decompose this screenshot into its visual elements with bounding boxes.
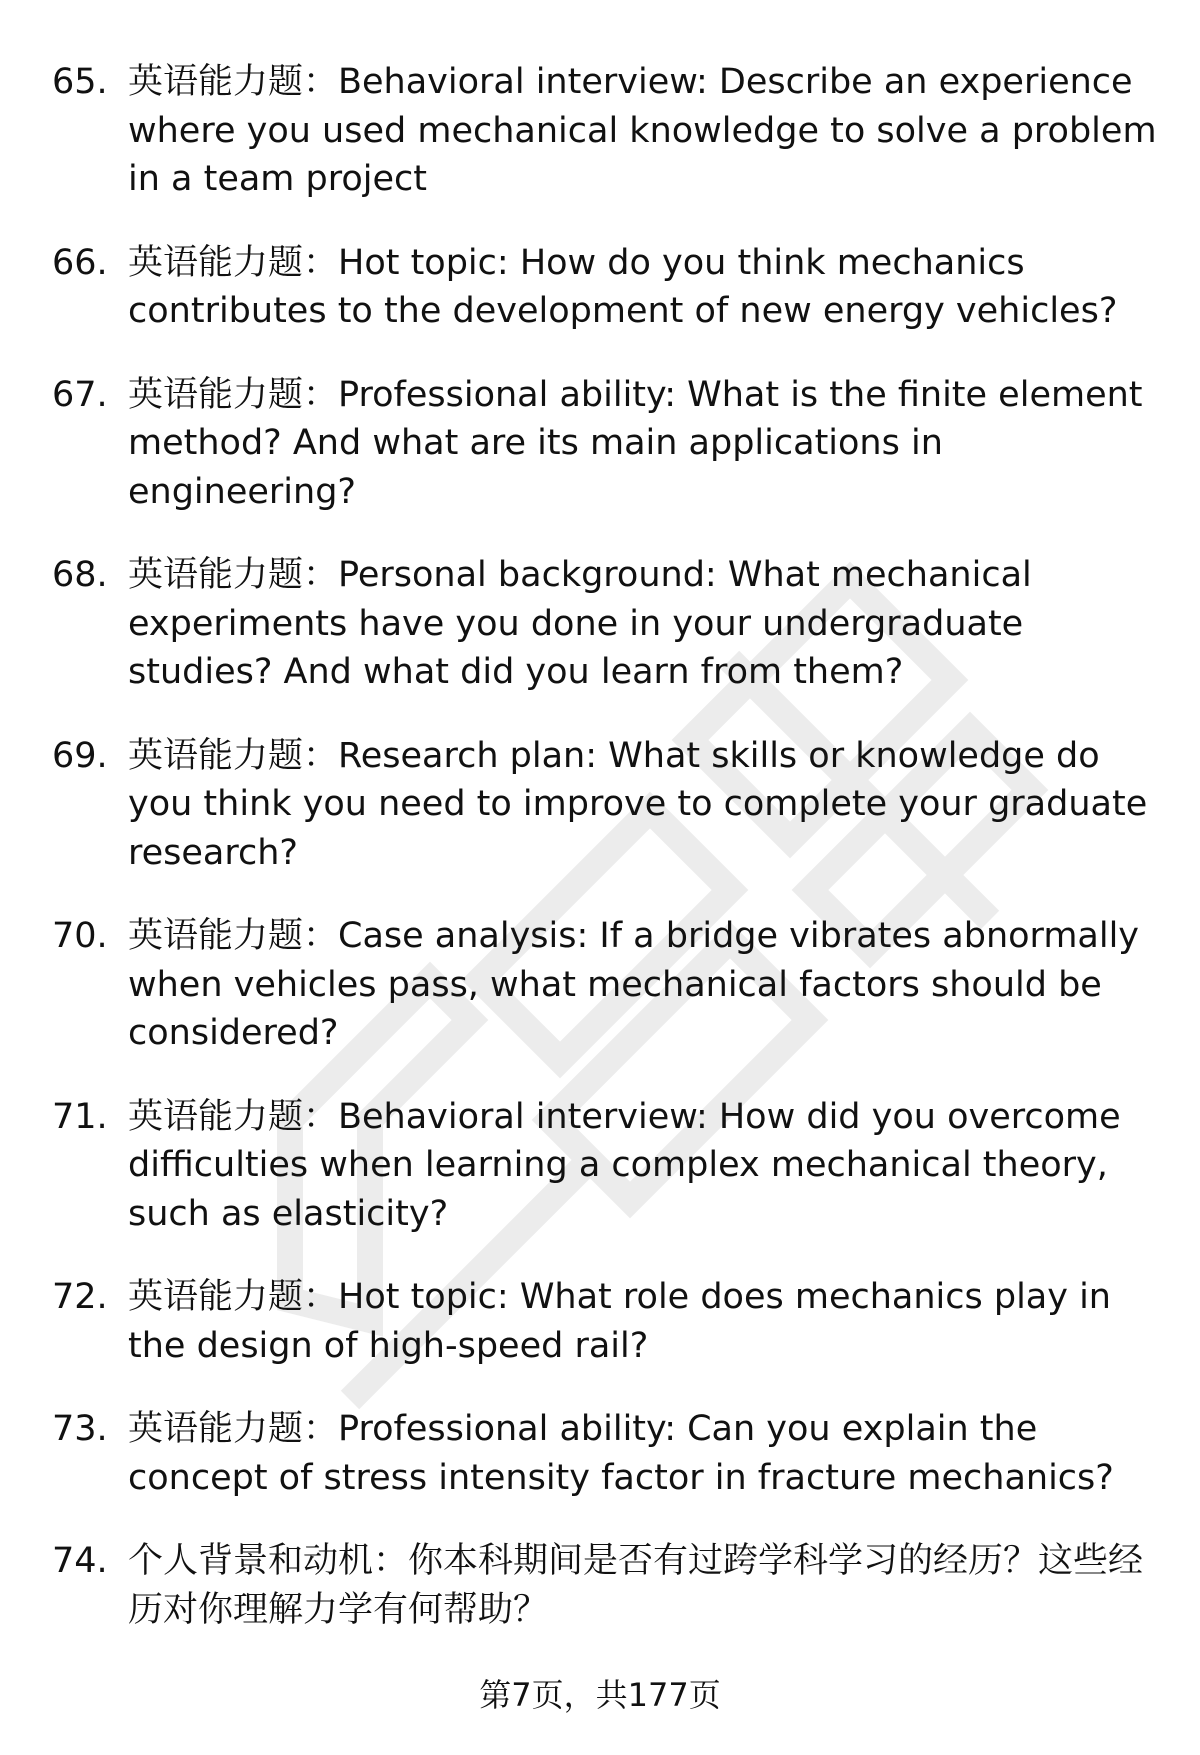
question-item bbox=[52, 732, 1162, 878]
question-item bbox=[52, 551, 1162, 697]
question-number: 65. bbox=[52, 62, 108, 102]
question-number: 74. bbox=[52, 1541, 108, 1581]
question-text: 英语能力题：Professional ability: What is the finite element method? And what are its main applications in engineering? bbox=[128, 374, 1143, 512]
question-item bbox=[52, 239, 1162, 336]
page-number-label: 第7页，共177页 bbox=[479, 1676, 721, 1714]
question-number: 69. bbox=[52, 735, 108, 776]
question-item bbox=[52, 371, 1162, 517]
question-item bbox=[52, 58, 1162, 204]
question-number: 73. bbox=[52, 1409, 108, 1449]
question-text: 英语能力题：Behavioral interview: Describe an experience where you used mechanical knowledge to solve a problem in a team project bbox=[128, 62, 1157, 199]
question-number: 66. bbox=[52, 242, 108, 283]
question-number: 68. bbox=[52, 555, 108, 595]
question-item bbox=[52, 1273, 1162, 1370]
question-text: 英语能力题：Research plan: What skills or knowledge do you think you need to improve to complete your graduate research? bbox=[128, 735, 1148, 873]
question-number: 70. bbox=[52, 916, 108, 956]
question-text: 英语能力题：Case analysis: If a bridge vibrates abnormally when vehicles pass, what mechanical factors should be considered? bbox=[128, 916, 1140, 1053]
question-text: 个人背景和动机：你本科期间是否有过跨学科学习的经历？这些经历对你理解力学有何帮助？ bbox=[128, 1541, 1144, 1630]
question-text: 英语能力题：Behavioral interview: How did you overcome difficulties when learning a complex mechanical theory, such as elasticity? bbox=[128, 1096, 1121, 1234]
question-text: 英语能力题：Professional ability: Can you explain the concept of stress intensity factor in fracture mechanics? bbox=[128, 1409, 1114, 1498]
question-text: 英语能力题：Hot topic: What role does mechanics play in the design of high-speed rail? bbox=[128, 1277, 1111, 1366]
question-number: 71. bbox=[52, 1096, 108, 1137]
page-footer bbox=[0, 1675, 1200, 1715]
question-text: 英语能力题：Personal background: What mechanical experiments have you done in your undergraduate studies? And what did you learn from them? bbox=[128, 555, 1032, 692]
question-text: 英语能力题：Hot topic: How do you think mechanics contributes to the development of new energy vehicles? bbox=[128, 242, 1118, 331]
question-item bbox=[52, 1093, 1162, 1239]
question-list bbox=[52, 58, 1162, 1669]
question-item bbox=[52, 1405, 1162, 1502]
question-item bbox=[52, 1537, 1162, 1634]
question-number: 67. bbox=[52, 374, 108, 415]
question-number: 72. bbox=[52, 1277, 108, 1317]
question-item bbox=[52, 912, 1162, 1058]
